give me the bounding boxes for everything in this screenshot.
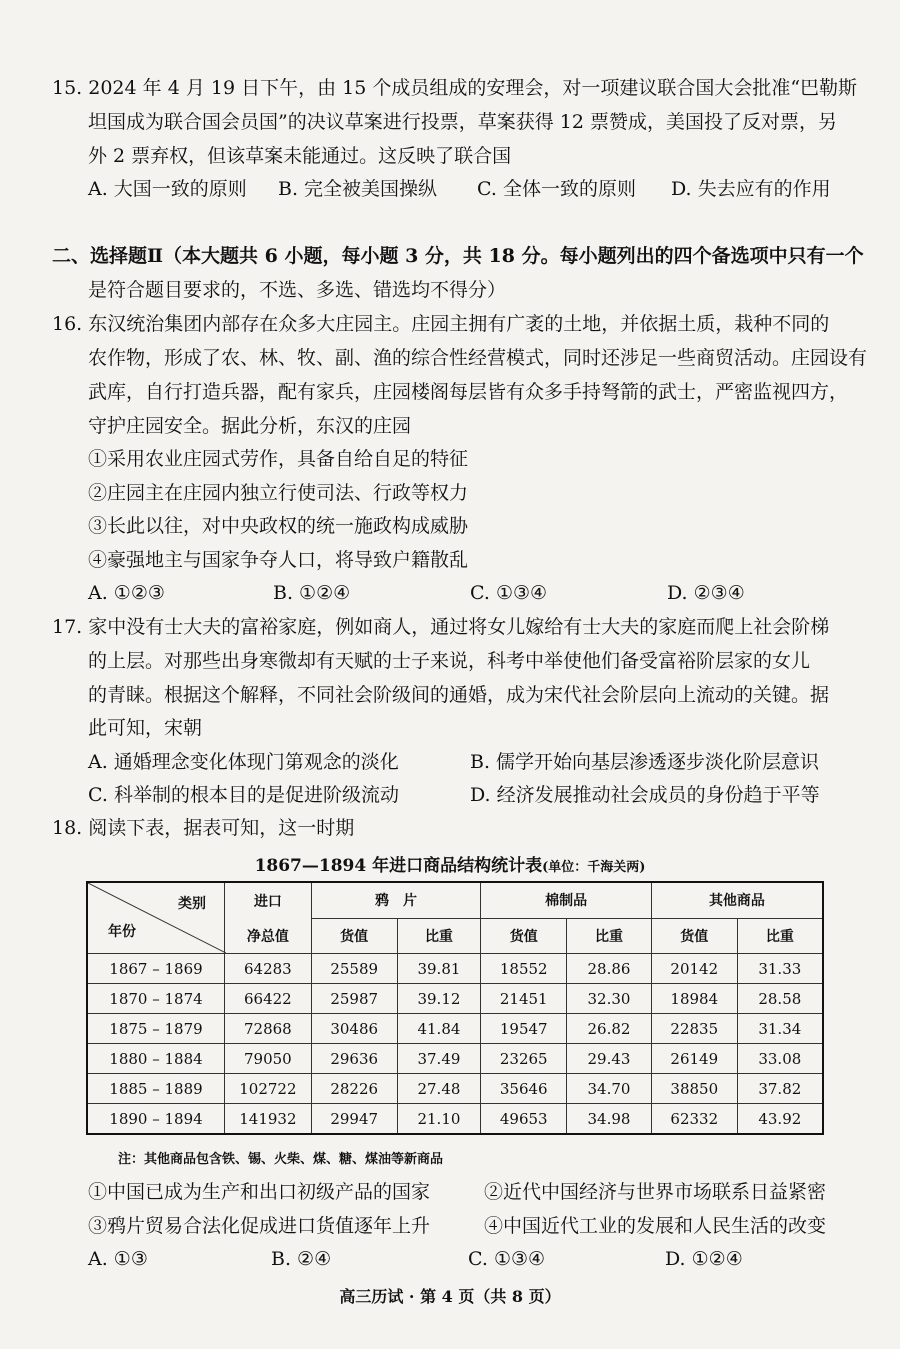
q16-option-b: B. ①②④ (273, 582, 351, 604)
q17-line-4: 此可知，宋朝 (88, 717, 203, 739)
table-title (0, 851, 900, 876)
page-footer: 高三历试 · 第 4 页（共 8 页） (339, 1287, 561, 1306)
table-row (87, 1014, 823, 1044)
q16-option-a: A. ①②③ (88, 582, 165, 604)
q18-option-a: A. ①③ (88, 1248, 148, 1270)
header-cotton: 棉制品 (481, 882, 652, 918)
q16-line-1: 16. 东汉统治集团内部存在众多大庄园主。庄园主拥有广袤的土地，并依据土质，栽种不同的 (52, 313, 830, 335)
q15-line-2: 坦国成为联合国会员国”的决议草案进行投票，草案获得 12 票赞成，美国投了反对票，另 (88, 111, 837, 133)
cell-cotton-share: 34.70 (567, 1074, 652, 1104)
cell-period: 1875 – 1879 (87, 1014, 224, 1044)
cell-import-total: 102722 (224, 1074, 311, 1104)
diagonal-header-cell (87, 882, 224, 954)
table-title-text: 1867—1894 年进口商品结构统计表 (254, 856, 543, 876)
cell-opium-value: 29636 (311, 1044, 397, 1074)
cell-other-share: 33.08 (737, 1044, 823, 1074)
table-row (87, 1074, 823, 1104)
q17-line-3: 的青睐。根据这个解释，不同社会阶级间的通婚，成为宋代社会阶层向上流动的关键。据 (88, 684, 830, 706)
cell-cotton-share: 26.82 (567, 1014, 652, 1044)
section2-line-2: 是符合题目要求的，不选、多选、错选均不得分） (88, 279, 507, 301)
q16-statement-3: ③长此以往，对中央政权的统一施政构成威胁 (88, 515, 469, 537)
cell-opium-value: 28226 (311, 1074, 397, 1104)
table-header-row (87, 882, 823, 918)
q16-statement-4: ④豪强地主与国家争夺人口，将导致户籍散乱 (88, 549, 469, 571)
q18-statement-3: ③鸦片贸易合法化促成进口货值逐年上升 (88, 1215, 431, 1237)
table-note: 注：其他商品包含铁、锡、火柴、煤、糖、煤油等新商品 (118, 1152, 444, 1167)
cell-opium-share: 37.49 (397, 1044, 481, 1074)
cell-opium-share: 21.10 (397, 1104, 481, 1135)
cell-period: 1867 – 1869 (87, 954, 224, 984)
q18-option-c: C. ①③④ (468, 1248, 546, 1270)
q16-statement-1: ①采用农业庄园式劳作，具备自给自足的特征 (88, 448, 469, 470)
q17-option-b: B. 儒学开始向基层渗透逐步淡化阶层意识 (470, 751, 820, 773)
cell-import-total: 66422 (224, 984, 311, 1014)
cell-other-value: 26149 (651, 1044, 737, 1074)
cell-period: 1890 – 1894 (87, 1104, 224, 1135)
cell-other-share: 31.33 (737, 954, 823, 984)
q18-stem: 18. 阅读下表，据表可知，这一时期 (52, 817, 355, 839)
cell-cotton-share: 32.30 (567, 984, 652, 1014)
cell-cotton-share: 29.43 (567, 1044, 652, 1074)
table-unit: (单位：千海关两) (542, 860, 646, 875)
q16-line-4: 守护庄园安全。据此分析，东汉的庄园 (88, 415, 412, 437)
header-cotton-share: 比重 (567, 918, 652, 953)
cell-cotton-value: 21451 (481, 984, 567, 1014)
cell-opium-value: 30486 (311, 1014, 397, 1044)
q16-option-c: C. ①③④ (470, 582, 548, 604)
cell-other-value: 22835 (651, 1014, 737, 1044)
cell-cotton-value: 19547 (481, 1014, 567, 1044)
q18-option-d: D. ①②④ (665, 1248, 743, 1270)
q17-line-2: 的上层。对那些出身寒微却有天赋的士子来说，科考中举使他们备受富裕阶层家的女儿 (88, 650, 811, 672)
cell-other-value: 18984 (651, 984, 737, 1014)
cell-import-total: 64283 (224, 954, 311, 984)
cell-other-share: 28.58 (737, 984, 823, 1014)
header-year: 年份 (108, 924, 136, 940)
cell-cotton-value: 49653 (481, 1104, 567, 1135)
header-other-share: 比重 (737, 918, 823, 953)
cell-period: 1880 – 1884 (87, 1044, 224, 1074)
cell-cotton-share: 28.86 (567, 954, 652, 984)
cell-period: 1885 – 1889 (87, 1074, 224, 1104)
import-structure-table (86, 881, 824, 1135)
header-other: 其他商品 (651, 882, 823, 918)
cell-opium-value: 29947 (311, 1104, 397, 1135)
q18-statement-1: ①中国已成为生产和出口初级产品的国家 (88, 1181, 431, 1203)
q18-option-b: B. ②④ (271, 1248, 332, 1270)
header-import-bottom: 净总值 (224, 918, 311, 953)
cell-cotton-value: 18552 (481, 954, 567, 984)
cell-other-share: 31.34 (737, 1014, 823, 1044)
cell-cotton-value: 35646 (481, 1074, 567, 1104)
q15-option-b: B. 完全被美国操纵 (278, 178, 438, 200)
q17-option-d: D. 经济发展推动社会成员的身份趋于平等 (470, 784, 820, 806)
cell-opium-share: 39.81 (397, 954, 481, 984)
q17-line-1: 17. 家中没有士大夫的富裕家庭，例如商人，通过将女儿嫁给有士大夫的家庭而爬上社会阶梯 (52, 616, 830, 638)
cell-opium-share: 41.84 (397, 1014, 481, 1044)
section2-line-1: 二、选择题Ⅱ（本大题共 6 小题，每小题 3 分，共 18 分。每小题列出的四个备选项中只有一个 (52, 245, 864, 267)
cell-other-share: 43.92 (737, 1104, 823, 1135)
header-cotton-value: 货值 (481, 918, 567, 953)
q15-line-3: 外 2 票弃权，但该草案未能通过。这反映了联合国 (88, 145, 512, 167)
q16-statement-2: ②庄园主在庄园内独立行使司法、行政等权力 (88, 482, 469, 504)
table-row (87, 984, 823, 1014)
q16-line-3: 武库，自行打造兵器，配有家兵，庄园楼阁每层皆有众多手持弩箭的武士，严密监视四方， (88, 381, 849, 403)
q16-option-d: D. ②③④ (667, 582, 745, 604)
header-opium-share: 比重 (397, 918, 481, 953)
q18-statement-4: ④中国近代工业的发展和人民生活的改变 (484, 1215, 827, 1237)
cell-import-total: 141932 (224, 1104, 311, 1135)
header-category: 类别 (177, 896, 206, 912)
header-other-value: 货值 (651, 918, 737, 953)
table-row (87, 1104, 823, 1135)
cell-opium-share: 39.12 (397, 984, 481, 1014)
cell-other-value: 62332 (651, 1104, 737, 1135)
cell-import-total: 79050 (224, 1044, 311, 1074)
cell-cotton-share: 34.98 (567, 1104, 652, 1135)
cell-opium-share: 27.48 (397, 1074, 481, 1104)
header-opium-value: 货值 (311, 918, 397, 953)
cell-opium-value: 25589 (311, 954, 397, 984)
q16-line-2: 农作物，形成了农、林、牧、副、渔的综合性经营模式，同时还涉足一些商贸活动。庄园设有 (88, 347, 868, 369)
q15-option-d: D. 失去应有的作用 (671, 178, 831, 200)
cell-other-value: 38850 (651, 1074, 737, 1104)
q17-option-c: C. 科举制的根本目的是促进阶级流动 (88, 784, 399, 806)
cell-cotton-value: 23265 (481, 1044, 567, 1074)
q17-option-a: A. 通婚理念变化体现门第观念的淡化 (88, 751, 399, 773)
cell-import-total: 72868 (224, 1014, 311, 1044)
q15-option-a: A. 大国一致的原则 (88, 178, 247, 200)
cell-other-value: 20142 (651, 954, 737, 984)
header-opium: 鸦 片 (311, 882, 481, 918)
q15-option-c: C. 全体一致的原则 (477, 178, 636, 200)
header-import-top: 进口 (224, 882, 311, 918)
cell-period: 1870 – 1874 (87, 984, 224, 1014)
cell-opium-value: 25987 (311, 984, 397, 1014)
table-row (87, 954, 823, 984)
cell-other-share: 37.82 (737, 1074, 823, 1104)
table-row (87, 1044, 823, 1074)
q15-line-1: 15. 2024 年 4 月 19 日下午，由 15 个成员组成的安理会，对一项建议联合国大会批准“巴勒斯 (52, 77, 858, 99)
q18-statement-2: ②近代中国经济与世界市场联系日益紧密 (484, 1181, 827, 1203)
